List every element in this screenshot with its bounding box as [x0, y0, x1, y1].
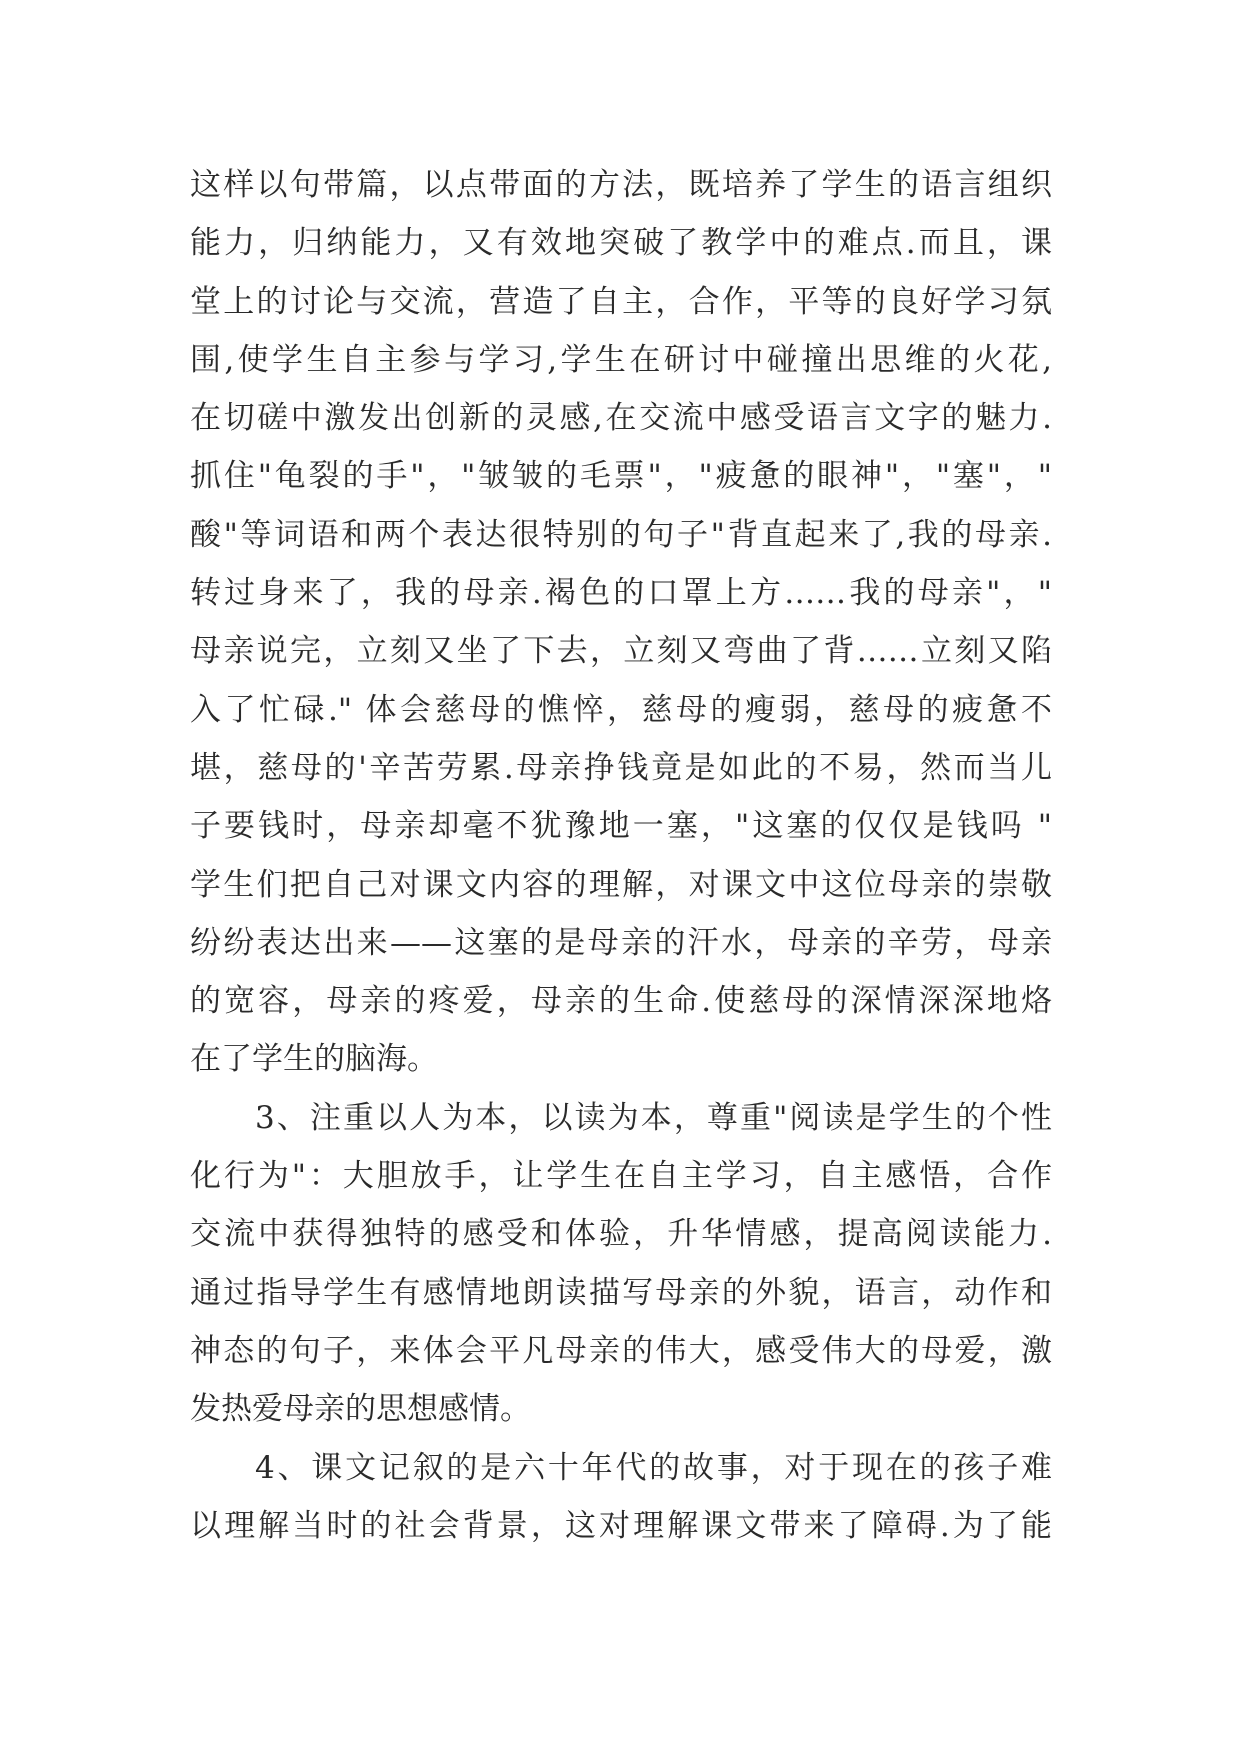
text-line: 3、注重以人为本，以读为本，尊重"阅读是学生的个性 [255, 1099, 1052, 1136]
text-line: 的宽容，母亲的疼爱，母亲的生命.使慈母的深情深深地烙 [190, 983, 1052, 1020]
text-line: 在了学生的脑海。 [190, 1041, 438, 1078]
text-line: 入了忙碌." 体会慈母的憔悴，慈母的瘦弱，慈母的疲惫不 [190, 691, 1052, 728]
text-line: 子要钱时，母亲却毫不犹豫地一塞，"这塞的仅仅是钱吗 " [190, 808, 1052, 845]
text-line: 围,使学生自主参与学习,学生在研讨中碰撞出思维的火花, [190, 341, 1052, 378]
text-line: 堂上的讨论与交流，营造了自主，合作，平等的良好学习氛 [190, 283, 1052, 320]
paragraph [190, 1439, 1052, 1556]
document-body [190, 156, 1052, 1555]
text-line: 4、课文记叙的是六十年代的故事，对于现在的孩子难 [255, 1449, 1052, 1486]
text-line: 交流中获得独特的感受和体验，升华情感，提高阅读能力. [190, 1216, 1052, 1253]
text-line: 学生们把自己对课文内容的理解，对课文中这位母亲的崇敬 [190, 866, 1052, 903]
text-line: 能力，归纳能力，又有效地突破了教学中的难点.而且，课 [190, 225, 1052, 262]
text-line: 这样以句带篇，以点带面的方法，既培养了学生的语言组织 [190, 167, 1052, 203]
text-line: 神态的句子，来体会平凡母亲的伟大，感受伟大的母爱，激 [190, 1332, 1052, 1369]
paragraph [190, 1089, 1052, 1439]
text-line: 以理解当时的社会背景，这对理解课文带来了障碍.为了能 [190, 1507, 1052, 1544]
paragraph [190, 156, 1052, 1089]
text-line: 在切磋中激发出创新的灵感,在交流中感受语言文字的魅力. [190, 400, 1052, 437]
text-line: 纷纷表达出来——这塞的是母亲的汗水，母亲的辛劳，母亲 [190, 924, 1052, 961]
text-line: 发热爱母亲的思想感情。 [190, 1391, 531, 1428]
text-line: 堪，慈母的'辛苦劳累.母亲挣钱竟是如此的不易，然而当儿 [190, 749, 1052, 786]
text-line: 通过指导学生有感情地朗读描写母亲的外貌，语言，动作和 [190, 1274, 1052, 1311]
text-line: 母亲说完，立刻又坐了下去，立刻又弯曲了背……立刻又陷 [190, 633, 1052, 670]
text-line: 转过身来了，我的母亲.褐色的口罩上方……我的母亲"，" [190, 575, 1052, 612]
text-line: 化行为"：大胆放手，让学生在自主学习，自主感悟，合作 [190, 1158, 1052, 1195]
text-line: 酸"等词语和两个表达很特别的句子"背直起来了,我的母亲. [190, 516, 1052, 553]
text-line: 抓住"龟裂的手"，"皱皱的毛票"，"疲惫的眼神"，"塞"，" [190, 458, 1052, 495]
